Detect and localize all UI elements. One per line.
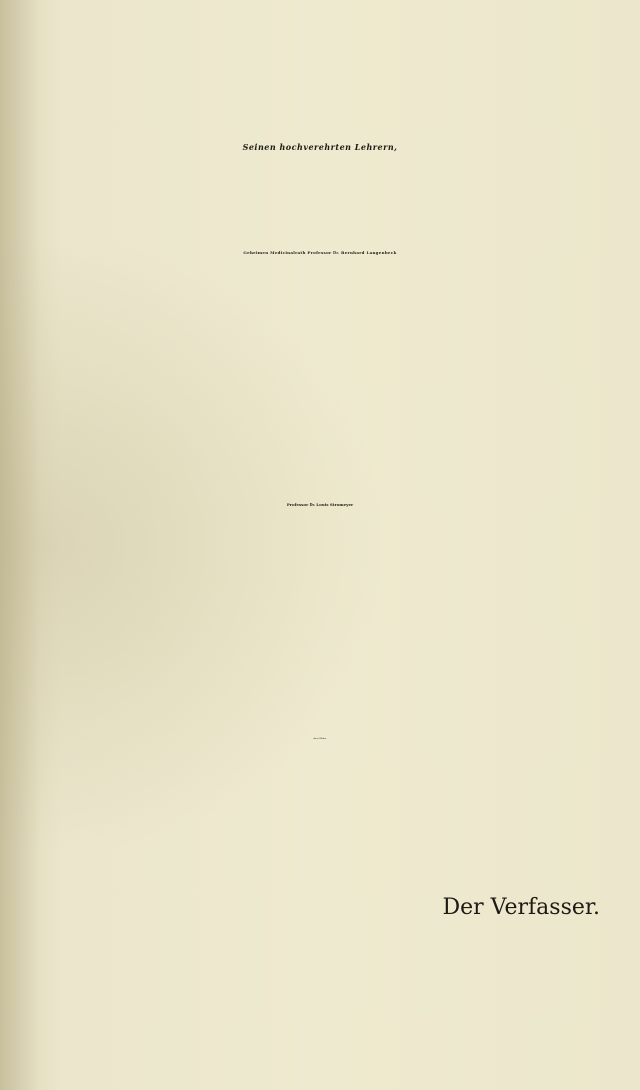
stromeyer-dr: Dr.: [309, 502, 315, 507]
dedication-heading-text: Seinen hochverehrten Lehrern,: [242, 142, 398, 152]
diese-blaetter-text: diese Blätter: [313, 738, 327, 740]
dedication-heading: [0, 142, 640, 152]
langenbeck-dr: Dr.: [333, 250, 340, 255]
stromeyer-name: Louis Stromeyer: [314, 502, 354, 507]
dedication-object: [0, 738, 640, 740]
dedicatee-langenbeck: [0, 250, 640, 255]
signature-text: Der Verfasser.: [442, 895, 600, 920]
langenbeck-name: Bernhard Langenbeck: [339, 250, 397, 255]
paper-edge-stain: [0, 0, 40, 1090]
langenbeck-title: Geheimen Medicinalrath Professor: [243, 250, 334, 255]
stromeyer-title: Professor: [286, 502, 310, 507]
author-signature: [442, 895, 600, 920]
dedicatee-stromeyer: [0, 502, 640, 507]
